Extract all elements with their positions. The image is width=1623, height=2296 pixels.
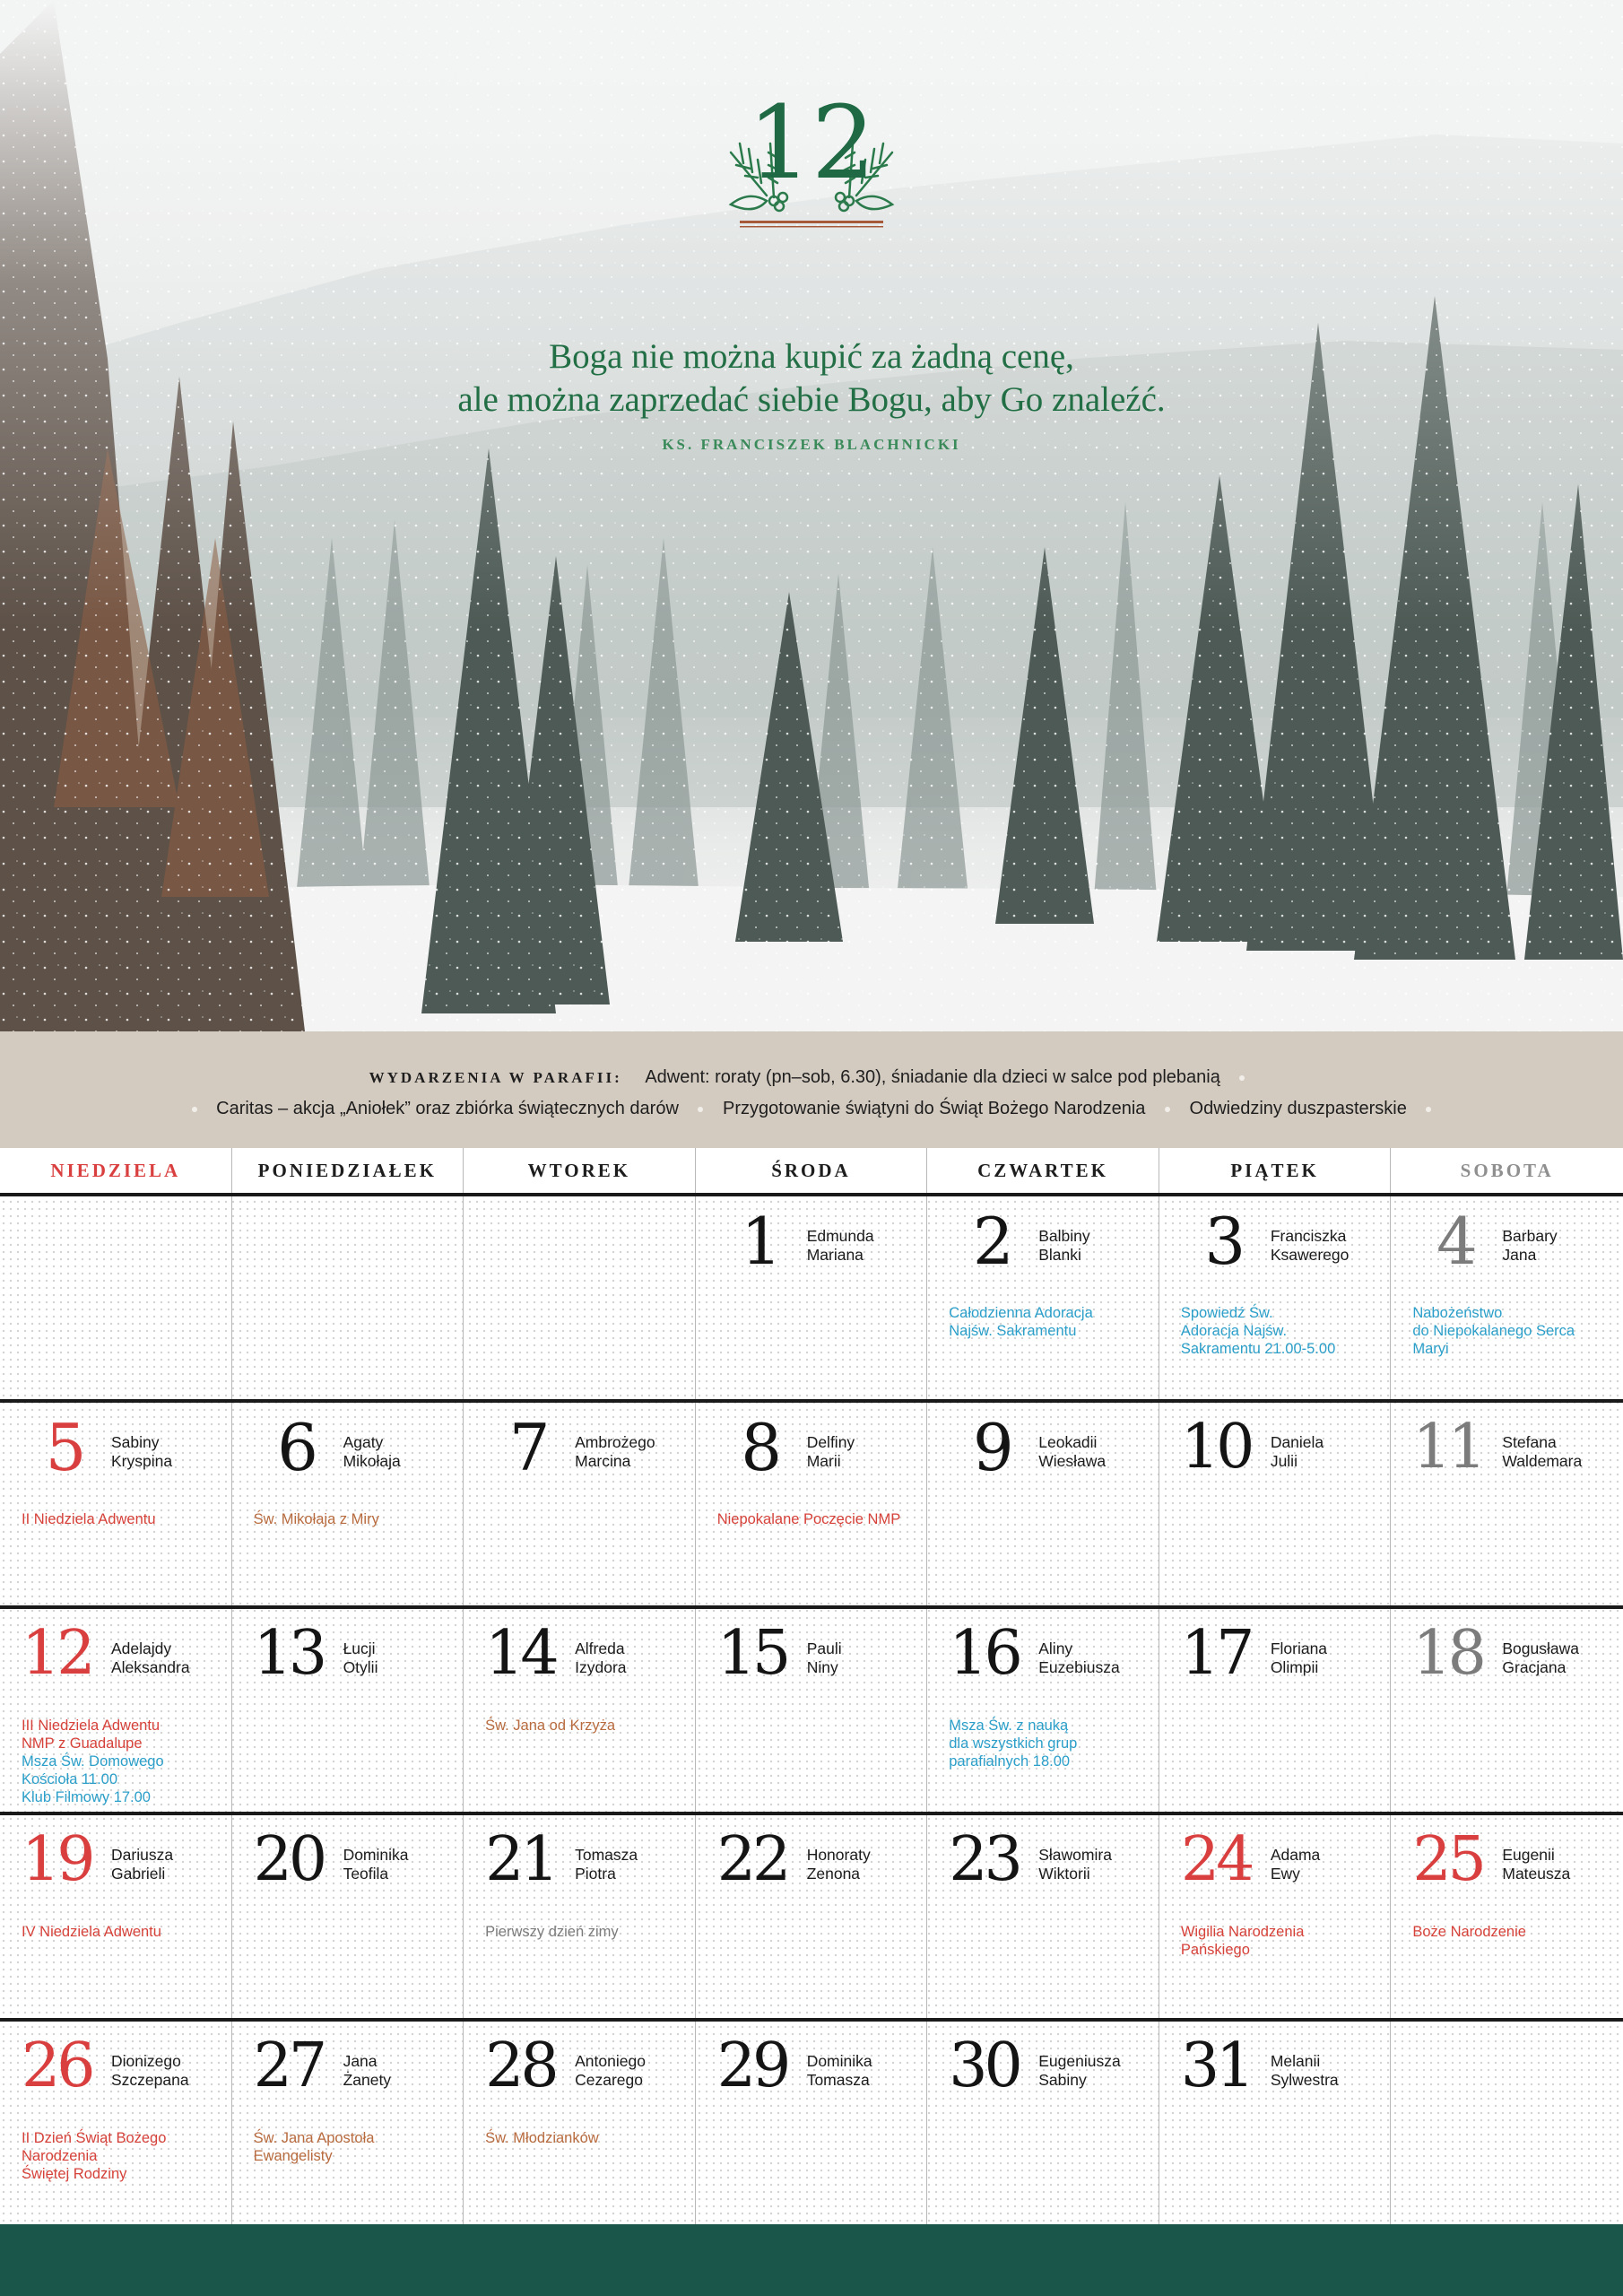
bullet-icon xyxy=(698,1107,703,1112)
name-day: Ksawerego xyxy=(1270,1246,1350,1264)
name-days xyxy=(1271,1639,1327,1677)
day-note: do Niepokalanego Serca xyxy=(1412,1323,1575,1339)
name-day: Delfiny xyxy=(806,1433,855,1451)
name-days xyxy=(111,1846,173,1883)
day-number: 29 xyxy=(716,2031,788,2101)
day-cell xyxy=(696,2022,928,2224)
name-days xyxy=(575,1433,655,1471)
day-cell xyxy=(464,1815,696,2018)
day-cell xyxy=(927,2022,1159,2224)
name-day: Sabiny xyxy=(111,1433,160,1451)
name-day: Sylwestra xyxy=(1270,2071,1339,2089)
day-number: 22 xyxy=(716,1824,788,1895)
name-day: Łucji xyxy=(343,1639,376,1657)
day-note: parafialnych 18.00 xyxy=(949,1753,1071,1770)
bullet-icon xyxy=(1165,1107,1170,1112)
day-number: 13 xyxy=(253,1618,325,1689)
day-cell xyxy=(0,1609,232,1812)
name-day: Gracjana xyxy=(1502,1658,1567,1676)
name-day: Mikołaja xyxy=(343,1452,401,1470)
day-number: 17 xyxy=(1180,1618,1252,1689)
weekday-saturday: SOBOTA xyxy=(1391,1148,1623,1193)
weekday-sunday: NIEDZIELA xyxy=(0,1148,232,1193)
name-day: Leokadii xyxy=(1038,1433,1098,1451)
day-cell xyxy=(1159,1196,1392,1399)
name-days xyxy=(1038,1639,1119,1677)
day-note: NMP z Guadalupe xyxy=(22,1735,143,1752)
day-note: Maryi xyxy=(1412,1341,1449,1357)
name-day: Marii xyxy=(806,1452,841,1470)
day-note: Kościoła 11.00 xyxy=(22,1771,118,1787)
day-note: Sakramentu 21.00-5.00 xyxy=(1180,1341,1336,1357)
day-cell xyxy=(1159,1403,1392,1605)
day-cell xyxy=(927,1609,1159,1812)
day-number: 7 xyxy=(508,1410,548,1485)
day-number: 26 xyxy=(22,2031,92,2101)
day-note: Boże Narodzenie xyxy=(1412,1924,1526,1940)
name-day: Franciszka xyxy=(1270,1227,1347,1245)
day-note: Całodzienna Adoracja xyxy=(949,1305,1093,1321)
name-days xyxy=(1502,1639,1579,1677)
name-day: Balbiny xyxy=(1038,1227,1090,1245)
name-days xyxy=(575,1639,626,1677)
name-day: Gabrieli xyxy=(111,1865,166,1883)
name-days xyxy=(807,1433,855,1471)
name-day: Żanety xyxy=(343,2071,392,2089)
name-day: Daniela xyxy=(1270,1433,1324,1451)
empty-day-cell xyxy=(464,1196,696,1399)
day-note: II Niedziela Adwentu xyxy=(22,1511,156,1527)
day-cell xyxy=(1391,1196,1623,1399)
day-notes xyxy=(949,1717,1150,1770)
day-number: 4 xyxy=(1436,1204,1475,1279)
name-day: Tomasza xyxy=(575,1846,638,1864)
quote-line-2: ale można zaprzedać siebie Bogu, aby Go znaleźć. xyxy=(457,380,1166,419)
name-day: Edmunda xyxy=(806,1227,874,1245)
name-day: Otylii xyxy=(343,1658,378,1676)
day-cell xyxy=(0,1403,232,1605)
name-day: Piotra xyxy=(575,1865,616,1883)
day-notes xyxy=(949,1304,1150,1340)
calendar-week-row xyxy=(0,1609,1623,1815)
empty-day-cell xyxy=(232,1196,464,1399)
day-notes xyxy=(485,1923,687,1941)
name-days xyxy=(111,2052,189,2090)
day-cell xyxy=(464,1609,696,1812)
weekday-friday: PIĄTEK xyxy=(1159,1148,1392,1193)
name-day: Eugenii xyxy=(1502,1846,1555,1864)
name-days xyxy=(807,1846,871,1883)
name-day: Adelajdy xyxy=(111,1639,172,1657)
name-day: Floriana xyxy=(1270,1639,1328,1657)
hero-photo xyxy=(0,0,1623,1031)
name-day: Honoraty xyxy=(806,1846,871,1864)
name-days xyxy=(343,2052,392,2090)
day-cell xyxy=(232,1609,464,1812)
name-day: Dariusza xyxy=(111,1846,174,1864)
day-note: Św. Mikołaja z Miry xyxy=(253,1511,379,1527)
day-note: Św. Młodzianków xyxy=(485,2130,599,2146)
name-day: Agaty xyxy=(343,1433,384,1451)
name-day: Wiktorii xyxy=(1038,1865,1090,1883)
day-note: Wigilia Narodzenia xyxy=(1180,1924,1305,1940)
day-cell xyxy=(1391,1609,1623,1812)
day-note: Nabożeństwo xyxy=(1412,1305,1503,1321)
name-day: Kryspina xyxy=(111,1452,173,1470)
name-days xyxy=(807,1639,842,1677)
name-days xyxy=(343,1846,409,1883)
day-number: 25 xyxy=(1412,1824,1483,1895)
day-note: III Niedziela Adwentu xyxy=(22,1718,161,1734)
day-number: 15 xyxy=(716,1618,788,1689)
weekday-thursday: CZWARTEK xyxy=(927,1148,1159,1193)
day-number: 10 xyxy=(1180,1412,1252,1483)
events-title: WYDARZENIA W PARAFII: xyxy=(369,1069,622,1086)
quote xyxy=(0,335,1623,422)
name-day: Tomasza xyxy=(806,2071,870,2089)
name-day: Sławomira xyxy=(1038,1846,1112,1864)
name-day: Olimpii xyxy=(1270,1658,1319,1676)
event-item: Adwent: roraty (pn–sob, 6.30), śniadanie dla dzieci w salce pod plebanią xyxy=(645,1067,1220,1087)
day-notes xyxy=(485,2129,687,2147)
day-notes xyxy=(717,1510,919,1528)
day-note: Niepokalane Poczęcie NMP xyxy=(716,1511,901,1527)
name-day: Adama xyxy=(1270,1846,1321,1864)
month-number: 12 xyxy=(747,85,876,202)
name-days xyxy=(807,2052,872,2090)
day-cell xyxy=(696,1196,928,1399)
day-number: 28 xyxy=(485,2031,556,2101)
name-day: Izydora xyxy=(575,1658,627,1676)
day-notes xyxy=(22,2129,223,2183)
day-note: Msza Św. Domowego xyxy=(22,1753,164,1770)
day-note: Klub Filmowy 17.00 xyxy=(22,1789,151,1805)
quote-line-1: Boga nie można kupić za żadną cenę, xyxy=(549,337,1074,376)
name-days xyxy=(1038,1227,1089,1265)
day-number: 5 xyxy=(45,1410,84,1485)
day-cell xyxy=(927,1196,1159,1399)
day-note: Ewangelisty xyxy=(253,2148,333,2164)
day-notes xyxy=(1412,1923,1614,1941)
quote-author: KS. FRANCISZEK BLACHNICKI xyxy=(662,436,961,453)
name-days xyxy=(1271,2052,1339,2090)
day-notes xyxy=(1181,1304,1383,1358)
name-day: Jana xyxy=(343,2052,378,2070)
day-notes xyxy=(485,1717,687,1735)
day-notes xyxy=(254,2129,456,2165)
weekday-wednesday: ŚRODA xyxy=(696,1148,928,1193)
name-days xyxy=(1502,1433,1582,1471)
day-number: 8 xyxy=(741,1410,780,1485)
day-number: 16 xyxy=(949,1618,1020,1689)
empty-day-cell xyxy=(1391,2022,1623,2224)
name-day: Barbary xyxy=(1502,1227,1558,1245)
bullet-icon xyxy=(1239,1075,1245,1081)
name-day: Teofila xyxy=(343,1865,389,1883)
name-days xyxy=(1271,1227,1350,1265)
name-day: Marcina xyxy=(575,1452,631,1470)
name-day: Dominika xyxy=(343,1846,409,1864)
day-cell xyxy=(696,1403,928,1605)
name-days xyxy=(575,2052,646,2090)
name-day: Ewy xyxy=(1270,1865,1300,1883)
day-notes xyxy=(254,1510,456,1528)
parish-events-banner xyxy=(0,1031,1623,1148)
month-calendar-grid xyxy=(0,1148,1623,2224)
day-cell xyxy=(232,1403,464,1605)
name-day: Szczepana xyxy=(111,2071,189,2089)
day-note: Św. Jana od Krzyża xyxy=(485,1718,616,1734)
day-notes xyxy=(22,1717,223,1806)
name-days xyxy=(343,1639,378,1677)
day-number: 9 xyxy=(972,1410,1011,1485)
day-cell xyxy=(464,1403,696,1605)
name-day: Mariana xyxy=(806,1246,864,1264)
day-cell xyxy=(1159,2022,1392,2224)
day-notes xyxy=(1412,1304,1614,1358)
name-day: Bogusława xyxy=(1502,1639,1579,1657)
day-note: Najśw. Sakramentu xyxy=(949,1323,1077,1339)
day-number: 27 xyxy=(253,2031,325,2101)
day-notes xyxy=(22,1510,223,1528)
day-number: 14 xyxy=(485,1618,556,1689)
bullet-icon xyxy=(1426,1107,1431,1112)
day-cell xyxy=(232,1815,464,2018)
weekday-tuesday: WTOREK xyxy=(464,1148,696,1193)
name-days xyxy=(807,1227,874,1265)
day-note: Narodzenia xyxy=(22,2148,98,2164)
day-cell xyxy=(0,1815,232,2018)
name-days xyxy=(1271,1846,1320,1883)
name-days xyxy=(1502,1846,1570,1883)
day-number: 6 xyxy=(277,1410,316,1485)
name-days xyxy=(1502,1227,1557,1265)
name-day: Alfreda xyxy=(575,1639,625,1657)
day-number: 23 xyxy=(949,1824,1020,1895)
name-days xyxy=(1038,1846,1112,1883)
day-note: Świętej Rodziny xyxy=(22,2166,127,2182)
day-number: 20 xyxy=(253,1824,325,1895)
event-item: Caritas – akcja „Aniołek” oraz zbiórka świątecznych darów xyxy=(216,1099,679,1118)
day-number: 2 xyxy=(972,1204,1011,1279)
day-notes xyxy=(22,1923,223,1941)
name-days xyxy=(1038,2052,1120,2090)
day-number: 30 xyxy=(949,2031,1020,2101)
name-days xyxy=(1038,1433,1106,1471)
day-note: Adoracja Najśw. xyxy=(1180,1323,1288,1339)
day-cell xyxy=(696,1609,928,1812)
day-number: 12 xyxy=(22,1618,92,1689)
name-days xyxy=(1271,1433,1324,1471)
bullet-icon xyxy=(192,1107,197,1112)
name-days xyxy=(343,1433,401,1471)
events-line-1 xyxy=(0,1062,1623,1093)
day-cell xyxy=(927,1403,1159,1605)
day-note: II Dzień Świąt Bożego xyxy=(22,2130,167,2146)
name-day: Wiesława xyxy=(1038,1452,1107,1470)
name-day: Sabiny xyxy=(1038,2071,1087,2089)
name-day: Waldemara xyxy=(1502,1452,1583,1470)
name-day: Blanki xyxy=(1038,1246,1081,1264)
event-item: Przygotowanie świątyni do Świąt Bożego Narodzenia xyxy=(723,1099,1146,1118)
day-number: 3 xyxy=(1204,1204,1244,1279)
day-note: dla wszystkich grup xyxy=(949,1735,1078,1752)
day-number: 1 xyxy=(741,1204,780,1279)
name-days xyxy=(111,1433,172,1471)
name-day: Niny xyxy=(806,1658,838,1676)
day-cell xyxy=(1159,1815,1392,2018)
calendar-week-row xyxy=(0,2022,1623,2224)
day-note: Msza Św. z nauką xyxy=(949,1718,1069,1734)
name-day: Dionizego xyxy=(111,2052,181,2070)
name-day: Stefana xyxy=(1502,1433,1557,1451)
calendar-week-row xyxy=(0,1196,1623,1403)
day-number: 19 xyxy=(22,1824,92,1895)
weekday-monday: PONIEDZIAŁEK xyxy=(232,1148,464,1193)
month-emblem xyxy=(668,85,955,233)
name-day: Aliny xyxy=(1038,1639,1073,1657)
footer-bar xyxy=(0,2224,1623,2296)
name-day: Pauli xyxy=(806,1639,842,1657)
calendar-weeks xyxy=(0,1196,1623,2224)
events-line-2 xyxy=(0,1093,1623,1124)
day-note: IV Niedziela Adwentu xyxy=(22,1924,161,1940)
day-number: 18 xyxy=(1412,1618,1483,1689)
day-number: 24 xyxy=(1180,1824,1252,1895)
name-day: Julii xyxy=(1270,1452,1298,1470)
empty-day-cell xyxy=(0,1196,232,1399)
day-cell xyxy=(1391,1815,1623,2018)
day-cell xyxy=(927,1815,1159,2018)
day-cell xyxy=(0,2022,232,2224)
day-cell xyxy=(696,1815,928,2018)
name-day: Aleksandra xyxy=(111,1658,190,1676)
day-note: Św. Jana Apostoła xyxy=(253,2130,375,2146)
name-day: Eugeniusza xyxy=(1038,2052,1121,2070)
day-note: Pańskiego xyxy=(1180,1942,1250,1958)
name-day: Euzebiusza xyxy=(1038,1658,1120,1676)
name-day: Zenona xyxy=(806,1865,861,1883)
day-number: 21 xyxy=(485,1824,556,1895)
day-cell xyxy=(464,2022,696,2224)
name-day: Cezarego xyxy=(575,2071,644,2089)
name-day: Ambrożego xyxy=(575,1433,655,1451)
day-cell xyxy=(1391,1403,1623,1605)
name-day: Antoniego xyxy=(575,2052,646,2070)
name-day: Mateusza xyxy=(1502,1865,1571,1883)
day-note: Pierwszy dzień zimy xyxy=(485,1924,619,1940)
calendar-week-row xyxy=(0,1815,1623,2022)
weekday-header xyxy=(0,1148,1623,1196)
name-day: Dominika xyxy=(806,2052,872,2070)
day-notes xyxy=(1181,1923,1383,1959)
name-days xyxy=(575,1846,638,1883)
day-number: 11 xyxy=(1412,1412,1483,1483)
name-days xyxy=(111,1639,190,1677)
name-day: Melanii xyxy=(1270,2052,1321,2070)
name-day: Jana xyxy=(1502,1246,1537,1264)
day-cell xyxy=(1159,1609,1392,1812)
day-cell xyxy=(232,2022,464,2224)
event-item: Odwiedziny duszpasterskie xyxy=(1189,1099,1407,1118)
calendar-week-row xyxy=(0,1403,1623,1609)
day-note: Spowiedź Św. xyxy=(1180,1305,1273,1321)
day-number: 31 xyxy=(1180,2031,1252,2101)
